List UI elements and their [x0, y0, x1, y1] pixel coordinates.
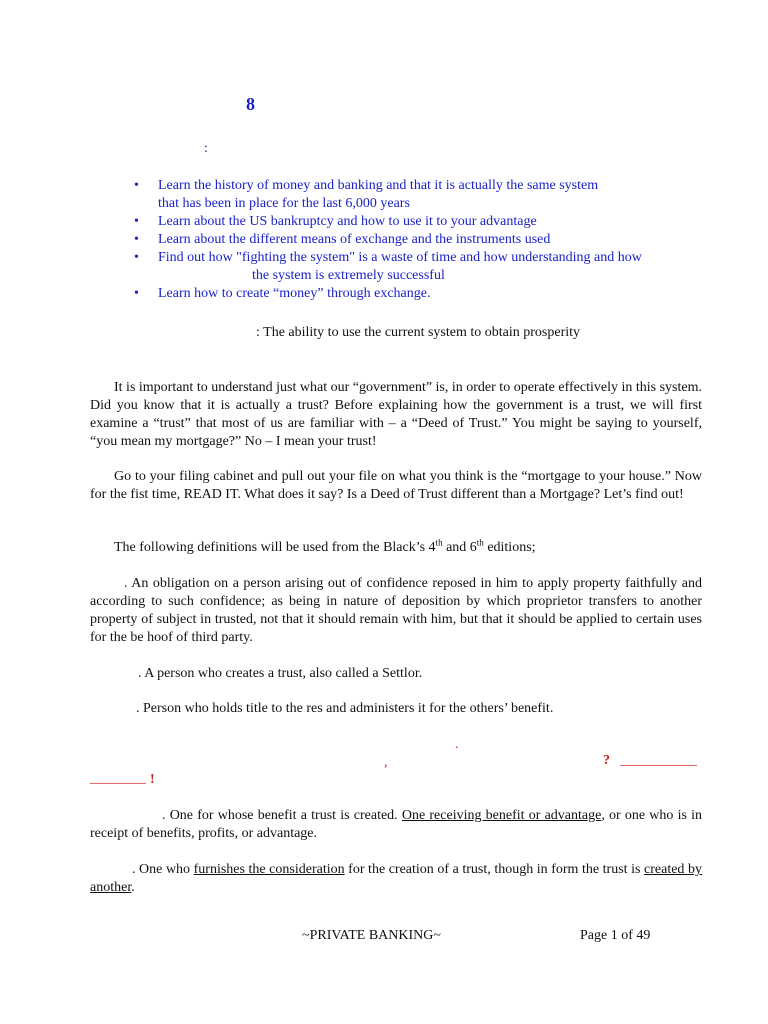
red-question-mark: ?: [603, 753, 610, 768]
bullet-icon: •: [134, 232, 139, 247]
bullet-icon: •: [134, 286, 139, 301]
footer-title: ~PRIVATE BANKING~: [302, 928, 441, 943]
objectives-heading-colon: :: [204, 141, 208, 156]
definition-beneficiary: . One for whose benefit a trust is created. One receiving benefit or advantage, or one who is in receipt of benefits, profits, or advantage.: [90, 808, 703, 841]
red-dot: .: [455, 737, 459, 752]
paragraph-definitions-intro: The following definitions will be used from the Black’s 4th and 6th editions;: [114, 537, 536, 555]
definition-trust: . An obligation on a person arising out of confidence reposed in him to apply property faithfully and according to such confidence; as being in nature of deposition by which proprietor transfers to another property of subject in trusted, not that it should remain with him, but that it should be applied to certain uses for the be hoof of third party.: [90, 576, 702, 645]
bullet-icon: •: [134, 250, 139, 265]
objective-item: • Learn about the different means of exchange and the instruments used: [134, 232, 551, 247]
bullet-icon: •: [134, 178, 139, 193]
paragraph-intro: It is important to understand just what our “government” is, in order to operate effectively in this system. Did you know that it is actually a trust? Before explaining how the government is a trust, we will first examine a “trust” that most of us are familiar with – a “Deed of Trust.” You might be saying to yourself, “you mean my mortgage?” No – I mean your trust!: [90, 380, 702, 449]
chapter-number: 8: [246, 94, 255, 114]
footer-page-number: Page 1 of 49: [580, 928, 651, 943]
bullet-icon: •: [134, 214, 139, 229]
red-comma: ,: [384, 755, 388, 770]
objective-item: • Learn about the US bankruptcy and how to use it to your advantage: [134, 214, 537, 229]
objective-item: • Learn how to create “money” through exchange.: [134, 286, 431, 301]
definition-trustee: . Person who holds title to the res and administers it for the others’ benefit.: [136, 701, 554, 716]
red-exclamation: !: [150, 772, 155, 787]
objective-item: • Find out how "fighting the system" is a waste of time and how understanding and how the system is extremely successful: [134, 250, 642, 283]
objective-item: • Learn the history of money and banking and that it is actually the same system that has been in place for the last 6,000 years: [134, 178, 599, 211]
red-blank-line-2: ________: [90, 771, 146, 786]
definition-trustor: . A person who creates a trust, also called a Settlor.: [138, 666, 423, 681]
goal-statement: : The ability to use the current system to obtain prosperity: [256, 325, 581, 340]
definition-resulting-trust: . One who furnishes the consideration for the creation of a trust, though in form the trust is created by another.: [90, 862, 702, 895]
objectives-list: [134, 177, 642, 303]
red-blank-line: ___________: [620, 753, 697, 768]
paragraph-filing-cabinet: Go to your filing cabinet and pull out your file on what you think is the “mortgage to your house.” Now for the fist time, READ IT. What does it say? Is a Deed of Trust different than a Mortgage? Let’s find out!: [90, 469, 702, 502]
